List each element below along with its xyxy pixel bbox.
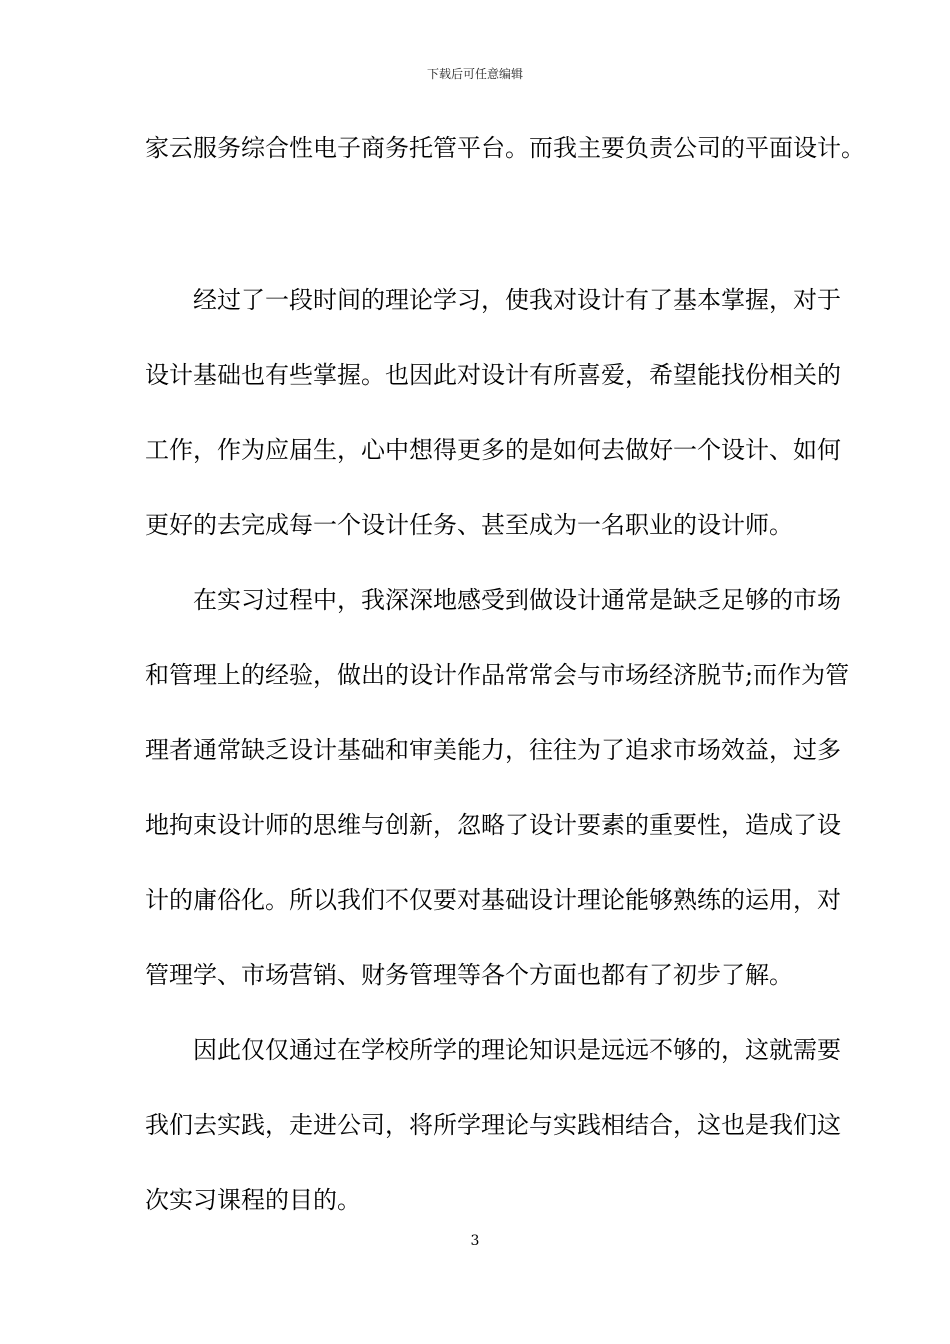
text-line-3: 设计基础也有些掌握。也因此对设计有所喜爱，希望能找份相关的 — [145, 361, 841, 389]
text-line-9: 地拘束设计师的思维与创新，忽略了设计要素的重要性，造成了设 — [145, 811, 841, 839]
text-line-6: 在实习过程中，我深深地感受到做设计通常是缺乏足够的市场 — [193, 586, 841, 614]
text-line-8: 理者通常缺乏设计基础和审美能力，往往为了追求市场效益，过多 — [145, 736, 841, 764]
text-line-10: 计的庸俗化。所以我们不仅要对基础设计理论能够熟练的运用，对 — [145, 886, 841, 914]
text-line-7: 和管理上的经验，做出的设计作品常常会与市场经济脱节;而作为管 — [145, 661, 850, 689]
text-line-12: 因此仅仅通过在学校所学的理论知识是远远不够的，这就需要 — [193, 1036, 841, 1064]
text-line-1: 家云服务综合性电子商务托管平台。而我主要负责公司的平面设计。 — [145, 134, 865, 162]
text-line-14: 次实习课程的目的。 — [145, 1186, 361, 1214]
text-line-5: 更好的去完成每一个设计任务、甚至成为一名职业的设计师。 — [145, 511, 793, 539]
text-line-2: 经过了一段时间的理论学习，使我对设计有了基本掌握，对于 — [193, 286, 841, 314]
text-line-11: 管理学、市场营销、财务管理等各个方面也都有了初步了解。 — [145, 961, 793, 989]
page-number: 3 — [470, 1233, 480, 1249]
page-header: 下载后可任意编辑 — [426, 67, 523, 81]
text-line-4: 工作，作为应届生，心中想得更多的是如何去做好一个设计、如何 — [145, 436, 841, 464]
text-line-13: 我们去实践，走进公司，将所学理论与实践相结合，这也是我们这 — [145, 1111, 841, 1139]
